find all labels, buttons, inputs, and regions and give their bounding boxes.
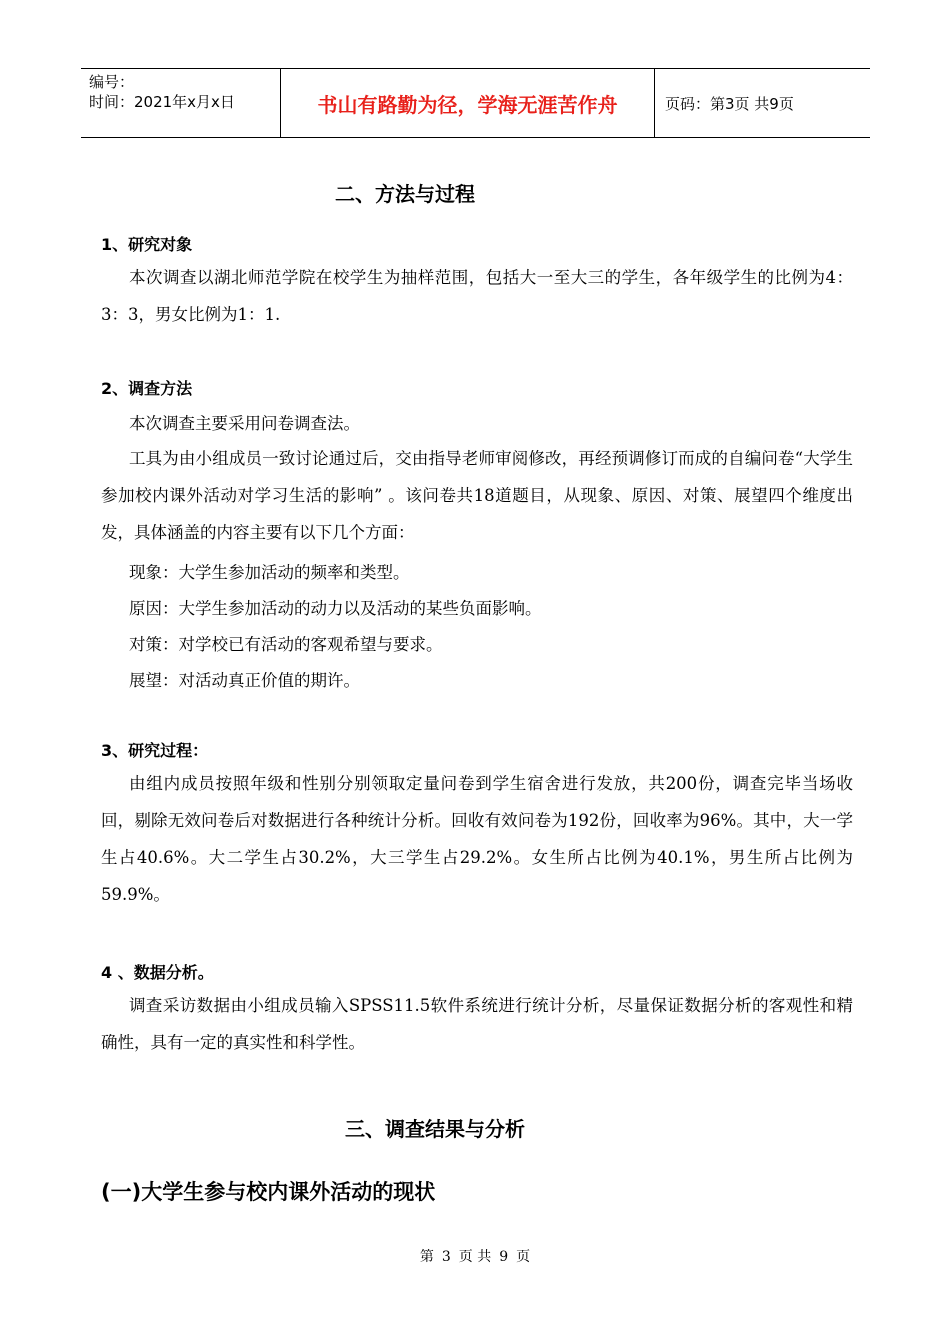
paragraph-survey-tool: 工具为由小组成员一致讨论通过后，交由指导老师审阅修改，再经预调修订而成的自编问卷“大学生参加校内课外活动对学习生活的影响” 。该问卷共18道题目，从现象、原因、对策、展望四个维度出发，具体涵盖的内容主要有以下几个方面： xyxy=(101,449,853,542)
heading-research-process: 3、研究过程： xyxy=(101,741,209,760)
header-left-cell xyxy=(81,69,281,137)
section-title-results: 三、调查结果与分析 xyxy=(345,1117,525,1141)
paragraph-data-analysis: 调查采访数据由小组成员输入SPSS11.5软件系统进行统计分析，尽量保证数据分析的客观性和精确性，具有一定的真实性和科学性。 xyxy=(101,996,853,1052)
motto: 书山有路勤为径，学海无涯苦作舟 xyxy=(281,69,655,137)
section-title-methods: 二、方法与过程 xyxy=(335,182,475,206)
page-info: 页码：第3页 共9页 xyxy=(665,94,794,113)
footer-mid: 页 共 xyxy=(458,1249,492,1265)
time-label: 时间：2021年x月x日 xyxy=(89,93,235,111)
aspect-countermeasure: 对策：对学校已有活动的客观希望与要求。 xyxy=(129,635,443,654)
aspect-phenomenon: 现象：大学生参加活动的频率和类型。 xyxy=(129,563,410,582)
header-table xyxy=(81,68,870,138)
paragraph-research-subject: 本次调查以湖北师范学院在校学生为抽样范围，包括大一至大三的学生，各年级学生的比例为4：3：3，男女比例为1：1. xyxy=(101,268,853,324)
aspect-reason: 原因：大学生参加活动的动力以及活动的某些负面影响。 xyxy=(129,599,542,618)
paragraph-research-process: 由组内成员按照年级和性别分别领取定量问卷到学生宿舍进行发放，共200份，调查完毕当场收回，剔除无效问卷后对数据进行各种统计分析。回收有效问卷为192份，回收率为96%。其中，大一学生占40.6%。大二学生占30.2%，大三学生占29.2%。女生所占比例为40.1%，男生所占比例为59.9%。 xyxy=(101,774,853,904)
survey-method-line1: 本次调查主要采用问卷调查法。 xyxy=(129,414,360,433)
heading-data-analysis: 4 、数据分析。 xyxy=(101,963,214,982)
number-label: 编号： xyxy=(89,73,135,91)
footer-current-page: 3 xyxy=(441,1249,451,1265)
footer-suffix: 页 xyxy=(516,1249,531,1265)
heading-current-status: (一)大学生参与校内课外活动的现状 xyxy=(101,1180,436,1204)
page-footer xyxy=(0,1246,950,1266)
heading-survey-method: 2、调查方法 xyxy=(101,379,193,398)
footer-total-pages: 9 xyxy=(499,1249,509,1265)
aspect-outlook: 展望：对活动真正价值的期许。 xyxy=(129,671,360,690)
heading-research-subject: 1、研究对象 xyxy=(101,235,193,254)
footer-page-prefix: 第 xyxy=(419,1249,434,1265)
